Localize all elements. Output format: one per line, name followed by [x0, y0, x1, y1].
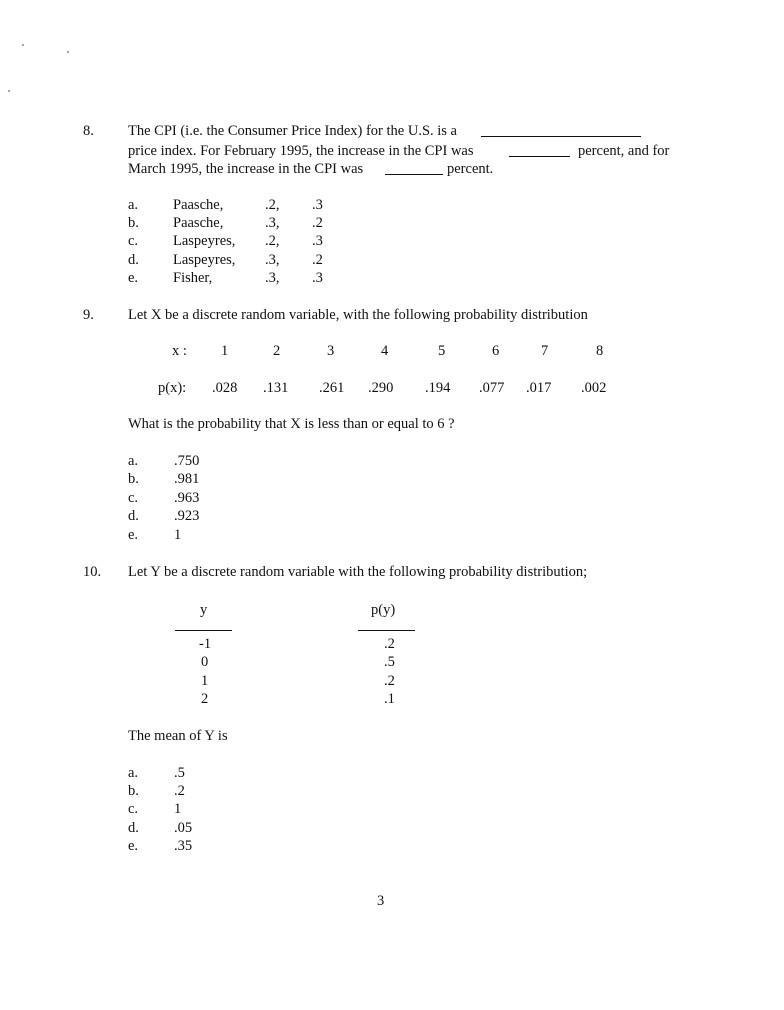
- answer-blank: [481, 122, 641, 137]
- question-text: What is the probability that X is less than or equal to 6 ?: [128, 416, 455, 432]
- option-index-name: Laspeyres,: [173, 233, 236, 249]
- option-letter: c.: [128, 801, 139, 817]
- option-letter: b.: [128, 783, 139, 799]
- option-letter: b.: [128, 471, 139, 487]
- x-value: 1: [221, 343, 229, 359]
- x-row-label: x :: [172, 343, 187, 359]
- scan-speck: [8, 90, 10, 92]
- x-value: 7: [541, 343, 549, 359]
- p-value: .290: [368, 380, 394, 396]
- question-text: The mean of Y is: [128, 728, 228, 744]
- y-value: 2: [201, 691, 209, 707]
- option-index-name: Fisher,: [173, 270, 213, 286]
- x-value: 2: [273, 343, 281, 359]
- option-value: 1: [174, 801, 182, 817]
- option-letter: c.: [128, 233, 139, 249]
- option-value-2: .3: [312, 270, 323, 286]
- option-letter: c.: [128, 490, 139, 506]
- question-prompt: Let Y be a discrete random variable with the following probability distribution;: [128, 564, 588, 580]
- option-value: .963: [174, 490, 200, 506]
- option-letter: b.: [128, 215, 139, 231]
- option-value: .923: [174, 508, 200, 524]
- option-index-name: Paasche,: [173, 215, 224, 231]
- p-value: .5: [384, 654, 395, 670]
- page-number: 3: [377, 893, 385, 909]
- header-rule: [358, 620, 415, 631]
- option-value-1: .3,: [265, 215, 280, 231]
- option-letter: a.: [128, 197, 139, 213]
- p-value: .2: [384, 636, 395, 652]
- option-value-2: .3: [312, 233, 323, 249]
- question-number: 9.: [83, 307, 94, 323]
- option-value: .981: [174, 471, 200, 487]
- p-value: .194: [425, 380, 451, 396]
- question-text-line: March 1995, the increase in the CPI was: [128, 161, 364, 177]
- option-value-2: .2: [312, 252, 323, 268]
- option-value: .5: [174, 765, 185, 781]
- p-value: .131: [263, 380, 289, 396]
- scan-speck: [67, 51, 69, 53]
- option-letter: d.: [128, 252, 139, 268]
- y-column-header: y: [200, 602, 208, 618]
- option-index-name: Laspeyres,: [173, 252, 236, 268]
- question-number: 8.: [83, 123, 94, 139]
- option-letter: e.: [128, 838, 139, 854]
- option-index-name: Paasche,: [173, 197, 224, 213]
- option-value-1: .3,: [265, 270, 280, 286]
- option-letter: d.: [128, 820, 139, 836]
- option-value-1: .3,: [265, 252, 280, 268]
- option-value: .35: [174, 838, 193, 854]
- x-value: 8: [596, 343, 604, 359]
- answer-blank: [385, 160, 443, 175]
- option-value: .750: [174, 453, 200, 469]
- x-value: 3: [327, 343, 335, 359]
- x-value: 4: [381, 343, 389, 359]
- question-text-line: percent.: [447, 161, 494, 177]
- p-value: .017: [526, 380, 552, 396]
- y-value: 0: [201, 654, 209, 670]
- option-value-1: .2,: [265, 233, 280, 249]
- header-rule: [175, 620, 232, 631]
- p-column-header: p(y): [371, 602, 396, 618]
- option-value-2: .3: [312, 197, 323, 213]
- p-value: .2: [384, 673, 395, 689]
- option-letter: e.: [128, 270, 139, 286]
- question-text-line: price index. For February 1995, the increase in the CPI was: [128, 143, 474, 159]
- option-value: .05: [174, 820, 193, 836]
- option-letter: a.: [128, 765, 139, 781]
- y-value: -1: [199, 636, 212, 652]
- x-value: 5: [438, 343, 446, 359]
- y-value: 1: [201, 673, 209, 689]
- p-row-label: p(x):: [158, 380, 187, 396]
- x-value: 6: [492, 343, 500, 359]
- question-text-line: percent, and for: [578, 143, 670, 159]
- question-text-line: The CPI (i.e. the Consumer Price Index) for the U.S. is a: [128, 123, 457, 139]
- option-letter: a.: [128, 453, 139, 469]
- question-prompt: Let X be a discrete random variable, with the following probability distribution: [128, 307, 588, 323]
- p-value: .028: [212, 380, 238, 396]
- question-number: 10.: [83, 564, 102, 580]
- answer-blank: [509, 142, 570, 157]
- p-value: .1: [384, 691, 395, 707]
- p-value: .002: [581, 380, 607, 396]
- p-value: .261: [319, 380, 345, 396]
- option-value-2: .2: [312, 215, 323, 231]
- option-letter: d.: [128, 508, 139, 524]
- option-value: 1: [174, 527, 182, 543]
- scan-speck: [22, 44, 24, 46]
- p-value: .077: [479, 380, 505, 396]
- option-value: .2: [174, 783, 185, 799]
- option-letter: e.: [128, 527, 139, 543]
- option-value-1: .2,: [265, 197, 280, 213]
